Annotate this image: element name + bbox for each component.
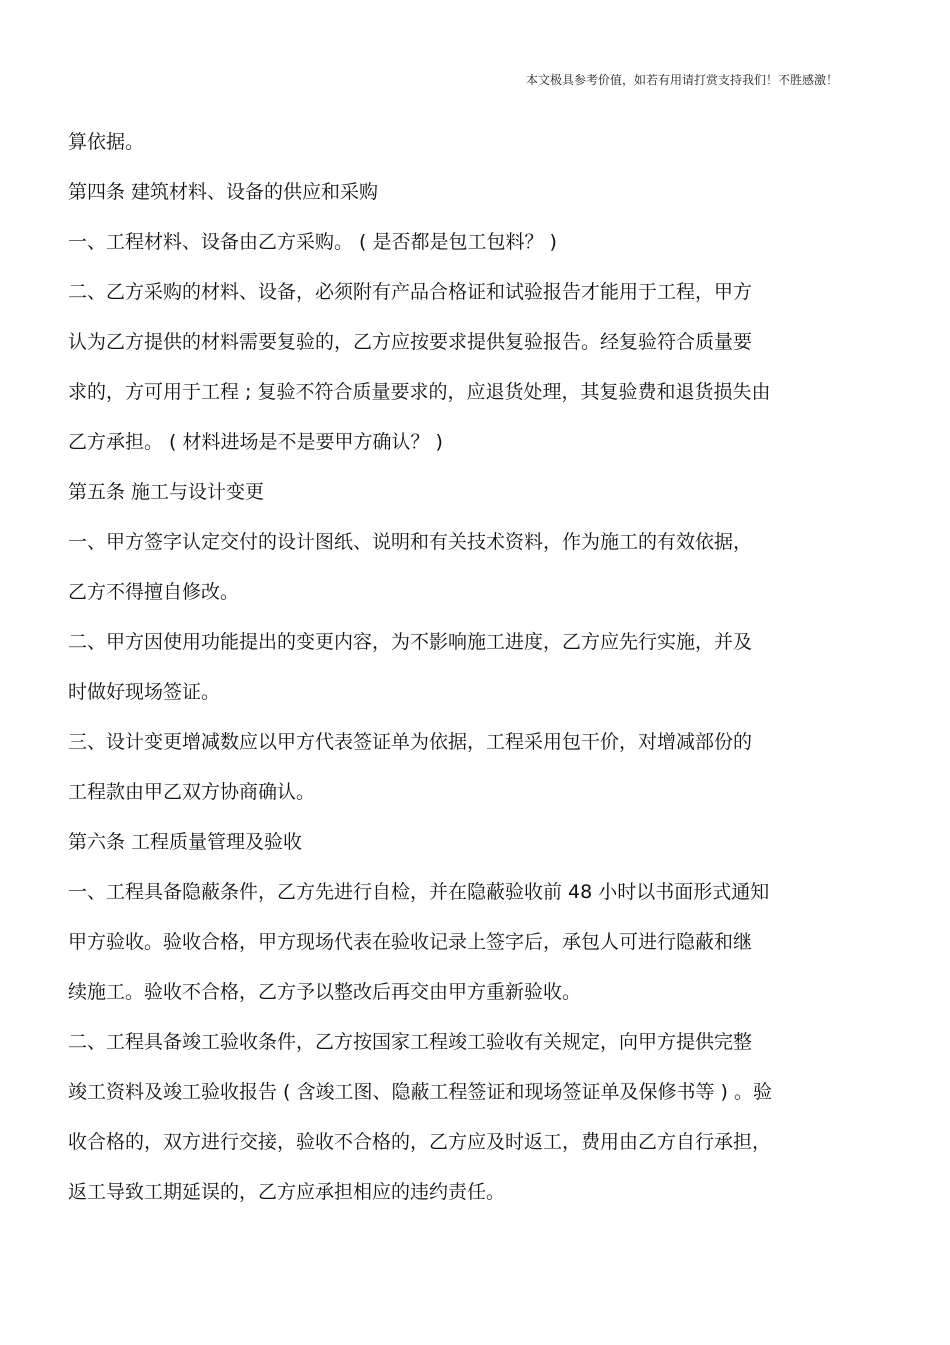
text-line: 返工导致工期延误的，乙方应承担相应的违约责任。: [68, 1181, 506, 1203]
section-heading: 第六条 工程质量管理及验收: [68, 831, 303, 853]
section-heading: 第四条 建筑材料、设备的供应和采购: [68, 181, 379, 203]
text-line: 二、乙方采购的材料、设备，必须附有产品合格证和试验报告才能用于工程，甲方: [68, 281, 753, 303]
text-line: 三、设计变更增减数应以甲方代表签证单为依据，工程采用包干价，对增减部份的: [68, 731, 753, 753]
document-body: [68, 128, 888, 1228]
text-line: 求的，方可用于工程 ; 复验不符合质量要求的，应退货处理，其复验费和退货损失由: [68, 381, 771, 403]
text-line: 一、工程材料、设备由乙方采购。 ( 是否都是包工包料？ ): [68, 231, 557, 253]
header-note: 本文极具参考价值，如若有用请打赏支持我们！不胜感激！: [525, 73, 838, 87]
text-line: 甲方验收。验收合格，甲方现场代表在验收记录上签字后，承包人可进行隐蔽和继: [68, 931, 753, 953]
text-line: 一、甲方签字认定交付的设计图纸、说明和有关技术资料，作为施工的有效依据，: [68, 531, 753, 553]
text-line: 二、甲方因使用功能提出的变更内容，为不影响施工进度，乙方应先行实施，并及: [68, 631, 753, 653]
text-line: 乙方不得擅自修改。: [68, 581, 240, 603]
text-line: 续施工。验收不合格，乙方予以整改后再交由甲方重新验收。: [68, 981, 582, 1003]
text-line: 一、工程具备隐蔽条件，乙方先进行自检，并在隐蔽验收前 48 小时以书面形式通知: [68, 881, 770, 903]
text-line: 收合格的，双方进行交接，验收不合格的，乙方应及时返工，费用由乙方自行承担，: [68, 1131, 772, 1153]
text-line: 时做好现场签证。: [68, 681, 221, 703]
text-line: 乙方承担。 ( 材料进场是不是要甲方确认？ ): [68, 431, 443, 453]
text-line: 工程款由甲乙双方协商确认。: [68, 781, 316, 803]
text-line: 二、工程具备竣工验收条件，乙方按国家工程竣工验收有关规定，向甲方提供完整: [68, 1031, 753, 1053]
text-line: 认为乙方提供的材料需要复验的，乙方应按要求提供复验报告。经复验符合质量要: [68, 331, 753, 353]
section-heading: 第五条 施工与设计变更: [68, 481, 265, 503]
text-line: 算依据。: [68, 131, 145, 153]
text-line: 竣工资料及竣工验收报告 ( 含竣工图、隐蔽工程签证和现场签证单及保修书等 ) 。验: [68, 1081, 772, 1103]
